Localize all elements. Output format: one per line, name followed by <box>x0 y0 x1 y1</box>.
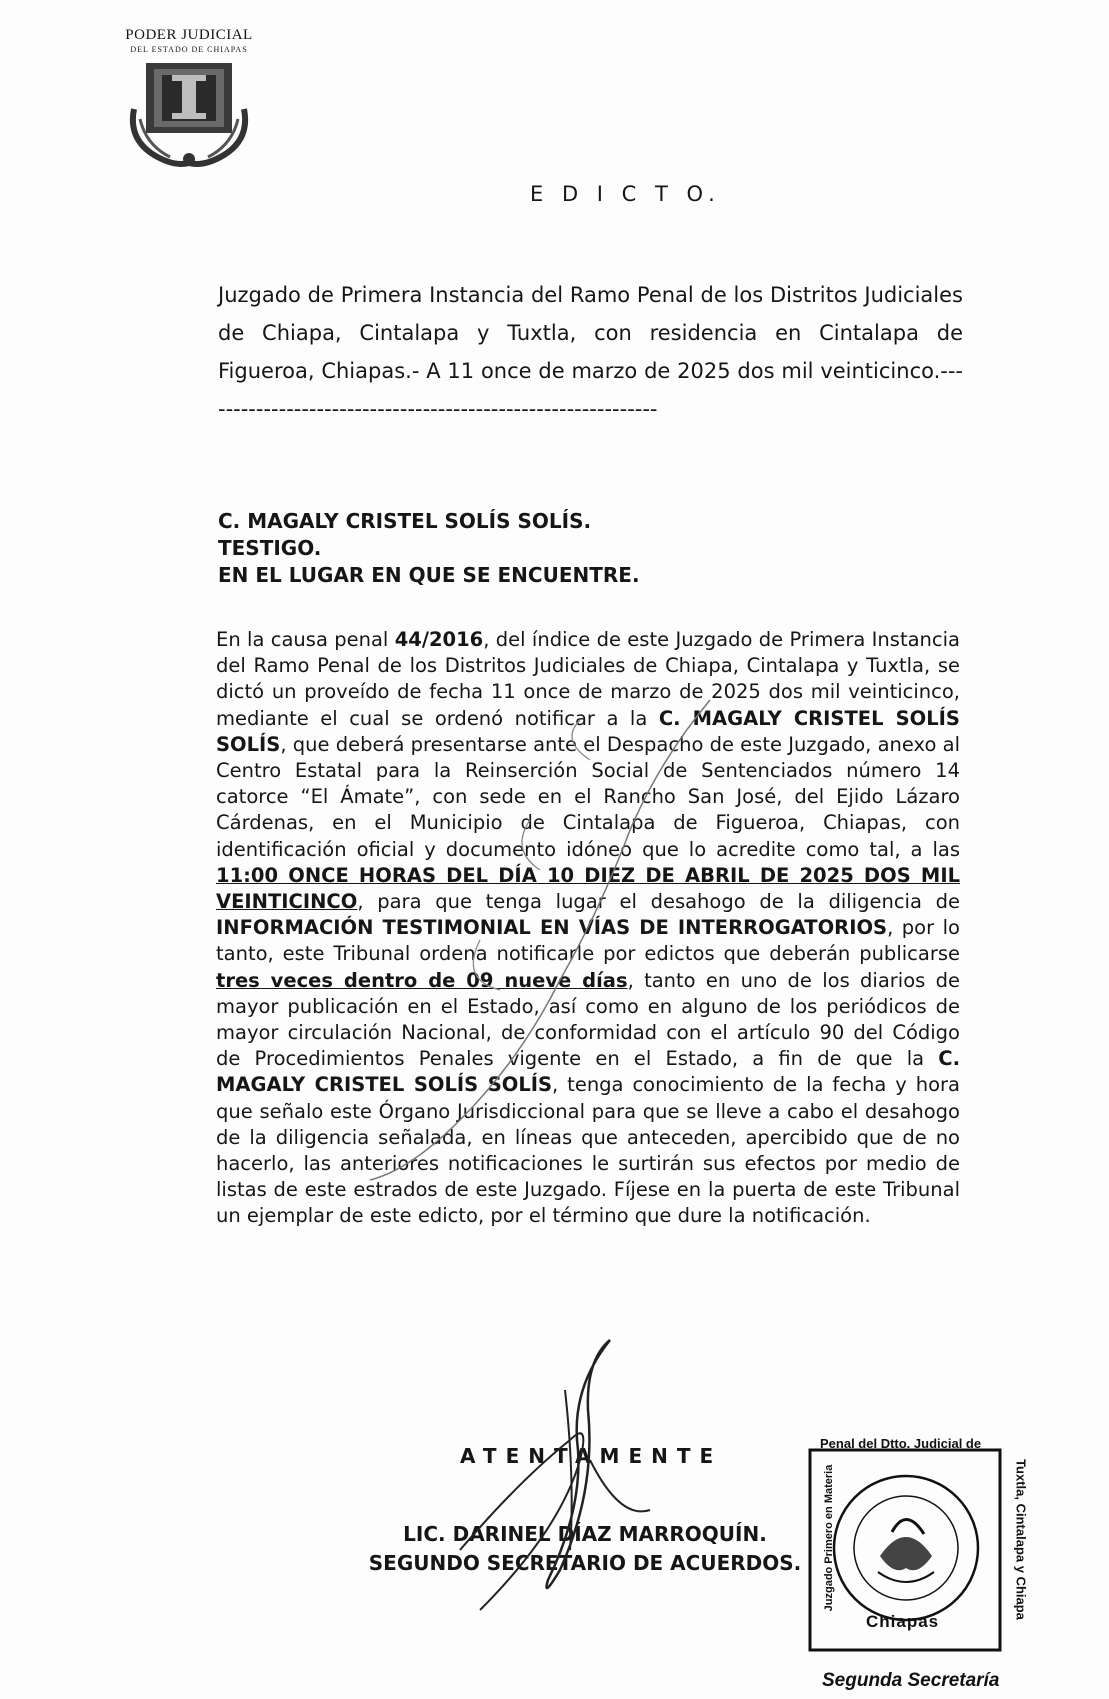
addressee-name: C. MAGALY CRISTEL SOLÍS SOLÍS. <box>218 509 592 533</box>
document-heading: E D I C T O. <box>530 182 721 206</box>
letterhead <box>118 28 260 171</box>
body-text-7: , tenga conocimiento de la fecha y hora que señalo este Órgano Jurisdiccional para que se lleve a cabo el desahogo de la diligencia señalada, en líneas que anteceden, apercibido que de no hacerlo, las anteriores notificaciones le surtirán sus efectos por medio de listas de este estrados de este Juzgado. Fíjese en la puerta de este Tribunal un ejemplar de este edicto, por el término que dure la notificación. <box>216 1073 960 1228</box>
body-text-3: , que deberá presentarse ante el Despacho de este Juzgado, anexo al Centro Estatal para la Reinserción Social de Sentenciados número 14 catorce “El Ámate”, con sede en el Rancho San José, del Ejido Lázaro Cárdenas, en el Municipio de Cintalapa de Figueroa, Chiapas, con identificación oficial y documento idóneo que lo acredite como tal, a las <box>216 732 960 861</box>
court-stamp <box>808 1436 1029 1691</box>
stamp-left-text: Juzgado Primero en Materia <box>823 1464 835 1612</box>
stamp-city-text: Chiapas <box>866 1612 940 1631</box>
stamp-bottom-text: Segunda Secretaría <box>822 1670 1000 1691</box>
addressee-role: TESTIGO. <box>218 536 322 560</box>
stamp-right-text: Tuxtla, Cintalapa y Chiapa <box>1013 1459 1029 1620</box>
body-text-1: En la causa penal <box>216 628 395 651</box>
body-paragraph <box>216 627 960 1230</box>
witness-name: C. MAGALY CRISTEL SOLÍS SOLÍS <box>216 706 960 756</box>
witness-name-repeat: C. MAGALY CRISTEL SOLÍS SOLÍS <box>216 1047 960 1097</box>
signer-title: SEGUNDO SECRETARIO DE ACUERDOS. <box>368 1551 802 1575</box>
judicial-seal-icon <box>124 59 254 171</box>
intro-dashes: ------------------------------------------------------------- <box>218 359 963 421</box>
letterhead-title: PODER JUDICIAL <box>125 27 253 43</box>
signer-name: LIC. DARINEL DÍAZ MARROQUÍN. <box>403 1522 767 1546</box>
body-text-5: , por lo tanto, este Tribunal ordena notificarle por edictos que deberán publicarse <box>216 916 960 966</box>
addressee-block <box>218 508 640 589</box>
closing-salutation: ATENTAMENTE <box>460 1444 723 1468</box>
intro-paragraph <box>218 276 963 428</box>
case-number: 44/2016 <box>394 628 484 651</box>
stamp-top-text: Penal del Dtto. Judicial de <box>820 1436 982 1451</box>
letterhead-subtitle: DEL ESTADO DE CHIAPAS <box>130 45 248 54</box>
publication-frequency: tres veces dentro de 09 nueve días <box>216 968 628 992</box>
appearance-datetime: 11:00 ONCE HORAS DEL DÍA 10 DIEZ DE ABRIL DE 2025 DOS MIL VEINTICINCO <box>216 863 960 914</box>
intro-text: Juzgado de Primera Instancia del Ramo Penal de los Distritos Judiciales de Chiapa, Cintalapa y Tuxtla, con residencia en Cintalapa de Figueroa, Chiapas.- A 11 once de marzo de 2025 dos mil veinticinco. <box>218 283 963 383</box>
addressee-place: EN EL LUGAR EN QUE SE ENCUENTRE. <box>218 563 640 587</box>
body-text-2: , del índice de este Juzgado de Primera Instancia del Ramo Penal de los Distritos Judiciales de Chiapa, Cintalapa y Tuxtla, se dictó un proveído de fecha 11 once de marzo de 2025 dos mil veinticinco, mediante el cual se ordenó notificar a la <box>216 628 960 730</box>
body-text-6: , tanto en uno de los diarios de mayor publicación en el Estado, así como en alguno de los periódicos de mayor circulación Nacional, de conformidad con el artículo 90 del Código de Procedimientos Penales vigente en el Estado, a fin de que la <box>216 968 960 1071</box>
signer-block <box>350 1520 820 1578</box>
diligence-type: INFORMACIÓN TESTIMONIAL EN VÍAS DE INTERROGATORIOS <box>216 916 888 940</box>
body-text-4: , para que tenga lugar el desahogo de la diligencia de <box>357 890 960 914</box>
